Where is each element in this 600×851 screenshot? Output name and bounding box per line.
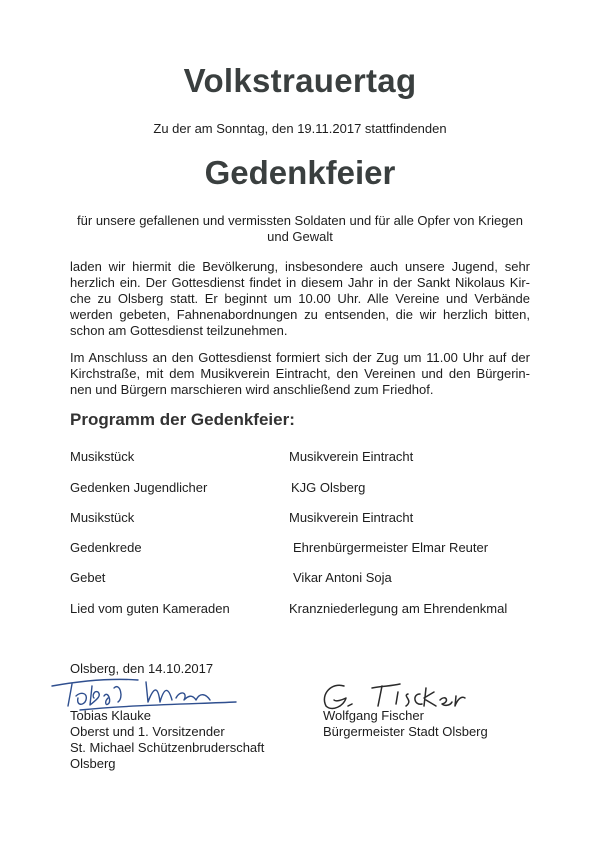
signatory-fischer <box>323 708 488 740</box>
program-row <box>70 601 540 619</box>
program-row <box>70 480 540 498</box>
program-row <box>70 570 540 588</box>
signatory-place: Olsberg <box>70 756 116 771</box>
intro-line: Zu der am Sonntag, den 19.11.2017 stattfindenden <box>153 121 447 136</box>
invitation-paragraph: laden wir hiermit die Bevölkerung, insbesondere auch unsere Jugend, sehr herzlich ein. Der Gottesdienst findet in diesem Jahr in der Sankt Nikolaus Kir-che zu Olsberg statt. Er beginnt um 10.00 Uhr. Alle Vereine und Verbände werden gebeten, Fahnenabordnungen zu entsenden, die wir herzlich bitten, schon am Gottesdienst teilzunehmen. <box>70 259 530 338</box>
program-performer: Musikverein Eintracht <box>289 510 414 525</box>
signatory-organization: St. Michael Schützenbruderschaft <box>70 740 265 755</box>
program-row <box>70 540 540 558</box>
procession-paragraph: Im Anschluss an den Gottesdienst formiert sich der Zug um 11.00 Uhr auf der Kirchstraße, mit dem Musikverein Eintracht, den Vereinen und den Bürgerin-nen und Bürgern marschieren wird anschließend zum Friedhof. <box>70 350 530 397</box>
program-performer: Ehrenbürgermeister Elmar Reuter <box>293 540 489 555</box>
signatory-name: Tobias Klauke <box>70 708 151 723</box>
program-row <box>70 510 540 528</box>
program-performer: Vikar Antoni Soja <box>293 570 392 585</box>
signature-klauke <box>50 672 240 712</box>
signatory-klauke <box>70 708 264 772</box>
program-item: Lied vom guten Kameraden <box>70 601 230 616</box>
program-item: Musikstück <box>70 449 135 464</box>
signatory-name: Wolfgang Fischer <box>323 708 424 723</box>
signatory-title: Oberst und 1. Vorsitzender <box>70 724 225 739</box>
program-item: Musikstück <box>70 510 135 525</box>
program-item: Gedenkrede <box>70 540 142 555</box>
event-title: Gedenkfeier <box>204 154 396 191</box>
program-performer: Kranzniederlegung am Ehrendenkmal <box>289 601 508 616</box>
signatory-title: Bürgermeister Stadt Olsberg <box>323 724 488 739</box>
program-performer: KJG Olsberg <box>291 480 366 495</box>
place-date: Olsberg, den 14.10.2017 <box>70 661 214 676</box>
page-title: Volkstrauertag <box>183 62 417 99</box>
program-performer: Musikverein Eintracht <box>289 449 414 464</box>
program-item: Gebet <box>70 570 106 585</box>
program-row <box>70 449 540 467</box>
program-heading: Programm der Gedenkfeier: <box>70 410 295 429</box>
dedication-text: für unsere gefallenen und vermissten Soldaten und für alle Opfer von Kriegen und Gewalt <box>77 213 523 244</box>
program-item: Gedenken Jugendlicher <box>70 480 208 495</box>
